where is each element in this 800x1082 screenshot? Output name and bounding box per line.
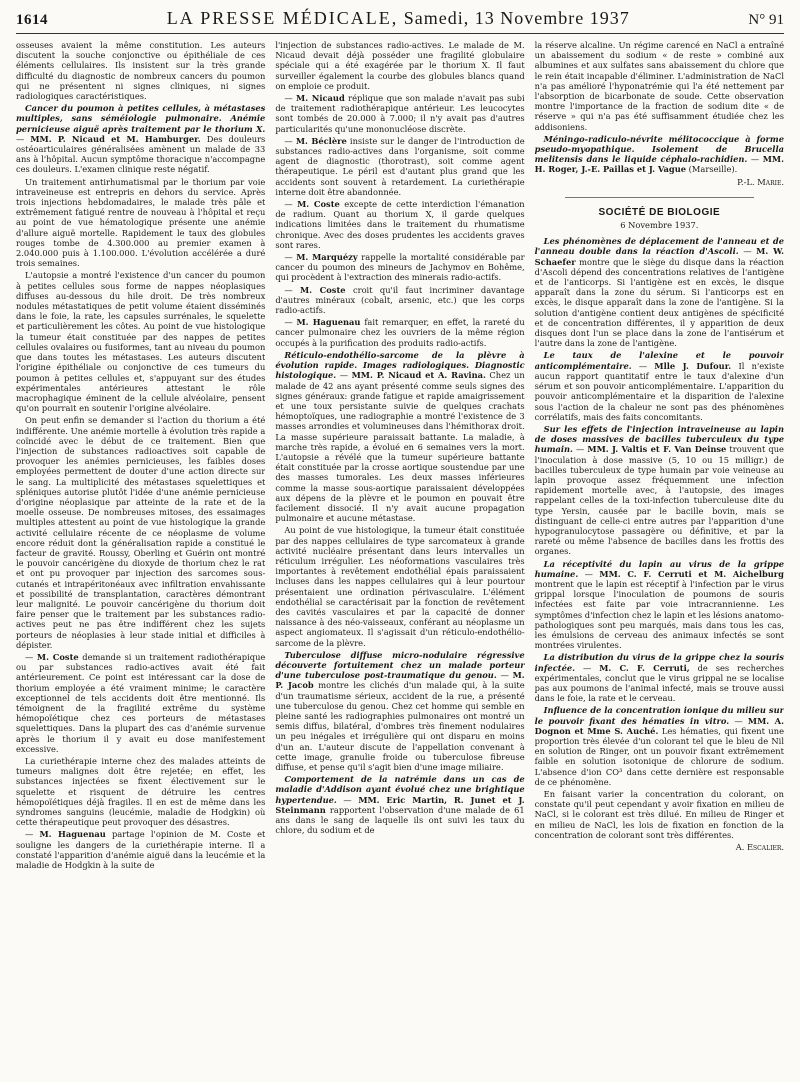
article-authors: M. Coste [299,284,346,295]
article-authors: M. C. F. Cerruti, [599,662,690,673]
article-paragraph [275,93,524,134]
article-authors: Mlle J. Dufour. [654,360,732,371]
article-body: demande si un traitement radiothérapique ou par substances radio-actives avait été fait antérieurement. Ce point est intéressant car la dose de thorium employée a été vraiment minime; le caractère exceptionnel de tels accidents doit être mentionné. Ils témoignent de la fragilité extrême du système hémopoïétique chez ces porteurs de métastases squelettiques. Dans la plupart des cas d'anémie survenue après le thorium il y avait eu dose manifestement excessive. [16,651,266,754]
issue-number: N° 91 [748,12,784,28]
article-body: excepte de cette interdiction l'émanation de radium. Quant au thorium X, il garde quelques indications limitées dans le traitement du rhumatisme chronique. Avec des doses prudentes les accidents graves sont rares. [275,199,525,250]
article-body: (Marseille). [686,164,738,175]
article-body: rapportent l'observation d'une malade de 61 ans dans le sang de laquelle ils ont suivi les taux du chlore, du sodium et de [275,804,525,836]
body-paragraph: la réserve alcaline. Un régime carencé en NaCl a entraîné un abaissement du sodium « de reste » combiné aux albumines et aux sulfates sans abaissement du chlore que le rein était incapable d'éliminer. L'administration de NaCl n'a pas amélioré l'hyponatrémie qui l'a été nettement par l'absorption de bicarbonate de soude. Cette observation montre l'importance de la fraction de sodium dite « de réserve » qui n'a pas été suffisamment étudiée chez les addisoniens. [534,40,784,132]
article-paragraph [535,134,784,175]
body-paragraph: L'autopsie a montré l'existence d'un cancer du poumon à petites cellules sous forme de nappes néoplasiques diffuses au-dessous du hile droit. De très nombreux nodules métastatiques de petit volume étaient disséminés dans le foie, la rate, les capsules surrénales, le squelette et particulièrement les côtes. Au point de vue histologique la tumeur était constituée par des nappes de petites cellules ovalaires ou fusiformes, tant au niveau du poumon que dans toutes les métastases. Les auteurs discutent l'origine épithéliale ou conjonctive de ces tumeurs du poumon à petites cellules et, s'appuyant sur des études expérimentales antérieures attestant le rôle macrophagique éminent de la cellule alvéolaire, pensent qu'on pourrait en soutenir l'origine alvéolaire. [16,270,266,414]
issue-date: Samedi, 13 Novembre 1937 [403,8,630,28]
separator-dash: — [16,133,31,144]
article-paragraph [275,650,524,772]
separator-dash: — [575,662,600,673]
separator-dash: — [631,360,655,371]
column-right [535,40,784,1070]
article-paragraph [16,829,265,870]
running-head [167,8,630,29]
article-body: montre les clichés d'un malade qui, à la suite d'un traumatisme sérieux, accident de la rue, a présenté une tuberculose du genou. Chez cet homme qui semble en pleine santé les radiographies pulmonaires ont montré un semis diffus, bilatéral, d'ombres très finement nodulaires un peu inégales et irrégulière qui ont disparu en moins d'un an. L'auteur discute de l'appellation convenant à cette image, granulie froide ou tuberculose fibreuse diffuse, et pense qu'il s'agit bien d'une image miliaire. [275,680,525,773]
article-body: rappelle la mortalité considérable par cancer du poumon des mineurs de Jachymov en Bohême, qui procèdent à l'extraction des minerais radio-actifs. [275,252,525,283]
article-title: Comportement de la natrémie dans un cas de maladie d'Addison ayant évolué chez une brightique hypertendue. [275,774,525,805]
column-middle-content [275,40,524,835]
text-columns [16,40,784,1070]
article-title: Réticulo-endothélio-sarcome de la plèvre à évolution rapide. Images radiologiques. Diagnostic histologique. [275,349,525,381]
separator-dash: — [284,284,300,295]
article-paragraph [275,317,524,348]
author-signature-2: A. Escalier. [735,842,784,853]
article-paragraph [16,103,265,174]
section-date: 6 Novembre 1937. [620,220,699,231]
article-paragraph [535,236,784,348]
article-title: Sur les effets de l'injection intraveineuse au lapin de doses massives de bacilles tuberculeux du type humain. [534,423,784,455]
article-authors: MM. P. Nicaud et A. Ravina. [351,370,486,381]
body-paragraph: On peut enfin se demander si l'action du thorium a été indifférente. Une anémie mortelle à évolution très rapide a coïncidé avec le début de ce traitement. Bien que l'injection de substances radioactives soit capable de provoquer les anémies pernicieuses, les faibles doses employées permettent de douter d'une action directe sur le sang. La multiplicité des métastases squelettiques et spléniques autorise plutôt l'idée d'une anémie pernicieuse d'origine néoplasique par atteinte de la rate et de la moelle osseuse. De nombreuses mitoses, des essaimages multiples attestent au point de vue histologique la grande activité cellulaire récente de ce néoplasme de volume encore réduit dont la généralisation rapide a constitué le facteur de gravité. Roussy, Oberling et Guérin ont montré le pouvoir cancérigène du dioxyde de thorium chez le rat et ont pu provoquer par injection des sarcomes sous-cutanés et intrapéritonéaux avec infiltration envahissante et possibilité de transplantation, caractères démontrant leur malignité. Le pouvoir cancérigène du thorium doit faire penser que le traitement par les substances radio-actives peut ne pas être indifférent chez les sujets porteurs de néoplasies à leur stade initial et difficiles à dépister. [16,415,266,650]
article-authors: MM. Eric Martin, R. Junet et J. Steinmann [275,794,525,815]
publication-title: LA PRESSE MÉDICALE, [166,8,399,28]
article-body: insiste sur le danger de l'introduction de substances radio-actives dans l'organisme, soit comme agent de diagnostic (thorotrast), soit comme agent thérapeutique. Le péril est d'autant plus grand que les accidents sont souvent à retardement. La curiethérapie interne doit être abandonnée. [275,135,525,197]
article-title: Les phénomènes de déplacement de l'anneau et de l'anneau double dans la réaction d'Ascoli. [534,236,784,257]
body-paragraph: osseuses avaient la même constitution. Les auteurs discutent la souche conjonctive ou épithéliale de ces éléments cellulaires. Ils insistent sur la très grande difficulté du diagnostic de nombreux cancers du poumon qui ne présentent ni signes cliniques, ni signes radiologiques caractéristiques. [16,40,266,102]
article-paragraph [16,652,265,754]
article-authors: M. Haguenau [39,829,106,840]
article-body: Chez un malade de 42 ans ayant présenté comme seuls signes des signes généraux: grande fatigue et rapide amaigrissement et une toux persistante suivie de quelques crachats hémoptoïques, une radiographie a montré l'existence de 3 masses arrondies et volumineuses dans l'hémithorax droit. La masse supérieure paraissait battante. La maladie, à marche très rapide, a évolué en 6 semaines vers la mort. L'autopsie a révélé que la tumeur supérieure battante était constituée par la crosse aortique soustendue par une des masses tumorales. Les deux masses inférieures comme la masse sous-aortique paraissaient développées aux dépens de la plèvre et le poumon en pouvait être facilement dissocié. Il n'y avait aucune propagation pulmonaire et aucune métastase. [275,370,525,524]
article-authors: MM. A. Dognon et Mme S. Auché. [534,715,784,736]
article-authors: M. Coste [297,199,340,210]
article-body: partage l'opinion de M. Coste et souligne les dangers de la curiethérapie interne. Il a constaté l'apparition d'anémie aiguë dans la leucémie et la maladie de Hodgkin à la suite de [16,829,266,871]
separator-dash: — [284,135,296,146]
separator-dash: — [25,829,40,840]
article-authors: M. Marquézy [296,252,358,263]
article-paragraph [535,652,784,703]
section-heading: SOCIÉTÉ DE BIOLOGIE [598,206,721,218]
page-number: 1614 [16,12,48,28]
article-paragraph [275,350,524,523]
article-title: Cancer du poumon à petites cellules, à métastases multiples, sans séméiologie pulmonaire. Anémie pernicieuse aiguë après traitement par le thorium X. [16,103,266,134]
separator-dash: — [578,568,600,579]
separator-dash: — [284,93,297,104]
separator-dash: — [336,370,352,381]
separator-dash: — [747,154,763,165]
article-title: Tuberculose diffuse micro-nodulaire régressive découverte fortuitement chez un malade porteur d'une tuberculose post-traumatique du genou. [275,649,525,681]
article-body: montrent que le lapin est réceptif à l'infection par le virus grippal lorsque l'inoculation de poumons de souris infectées est faite par voie intracrannienne. Les symptômes d'infection chez le lapin et les lésions anatomo-pathologiques sont peu marqués, mais dans tous les cas, les émulsions de cerveau des animaux infectés se sont montrées virulentes. [534,578,784,651]
column-left [16,40,265,1070]
article-authors: MM. J. Valtis et F. Van Deinse [587,444,727,455]
article-paragraph [535,559,784,651]
article-authors: MM. P. Nicaud et M. Hamburger. [30,133,201,144]
body-paragraph: l'injection de substances radio-actives. Le malade de M. Nicaud devait déjà posséder une fragilité globulaire spéciale qui a été exagérée par le thorium X. Il faut surveiller également la courbe des globules blancs quand on emploie ce produit. [275,40,525,91]
separator-dash: — [25,651,37,662]
separator-dash: — [336,794,359,805]
separator-dash: — [572,444,588,455]
article-title: La distribution du virus de la grippe chez la souris infectée. [534,652,784,673]
article-authors: M. Nicaud [296,93,345,104]
article-authors: M. Coste [36,651,79,662]
article-paragraph [275,252,524,283]
separator-dash: — [284,199,298,210]
article-authors: MM. H. Roger, J.-E. Paillas et J. Vague [534,154,784,175]
article-body: fait remarquer, en effet, la rareté du cancer pulmonaire chez les ouvriers de la même région occupés à la purification des produits radio-actifs. [275,317,525,348]
article-authors: M. P. Jacob [275,670,525,691]
article-paragraph [535,350,784,421]
article-paragraph [275,285,524,316]
article-body: trouvent que l'inoculation à dose massive (5, 10 ou 15 milligr.) de bacilles tuberculeux de type humain par voie veineuse au lapin provoque assez fréquemment une infection rapidement mortelle avec, à l'autopsie, des images rappelant celles de la toxi-infection tuberculeuse dite du type Yersin, causée par le bacille bovin, mais se distinguant de celle-ci entre autres par l'apparition d'une hypogranulocytose passagère ou définitive, et par la rareté ou même l'absence de bacilles dans les frottis des organes. [534,444,784,557]
separator-dash: — [284,317,297,328]
article-authors: M. Haguenau [296,317,361,328]
article-paragraph [535,705,784,787]
article-title: Influence de la concentration ionique du milieu sur le pouvoir fixant des hématies in vitro. [534,705,784,726]
separator-dash: — [284,252,297,263]
author-signature: P.-L. Marie. [737,176,784,187]
body-paragraph: Au point de vue histologique, la tumeur était constituée par des nappes cellulaires de type sarcomateux à grande activité nucléaire présentant dans leurs intervalles un réticulum irrégulier. Les néoformations vasculaires très importantes à revêtement endothélial épais paraissaient incluses dans les nappes cellulaires qui à leur pourtour présentaient une ordination périvasculaire. L'élément endothélial se caractérisait par la fonction de revêtement des cavités vasculaires et par la capacité de donner naissance à des néo-vaisseaux, conférant au néoplasme un aspect angiomateux. Il s'agissait d'un réticulo-endothélio-sarcome de la plèvre. [275,525,525,648]
section-divider [565,197,754,198]
body-paragraph: Un traitement antirhumatismal par le thorium par voie intraveineuse est entrepris en dehors du service. Après trois injections hebdomadaires, le malade très pâle et extrêmement fatigué rentre de nouveau à l'hôpital et reçu au point de vue hématologique présente une anémie d'allure aiguë mortelle. Rapidement le taux des globules rouges tombe de 4.300.000 au premier examen à 2.040.000 puis à 1.100.000. L'évolution accélérée a duré trois semaines. [16,176,266,269]
body-paragraph: En faisant varier la concentration du colorant, on constate qu'il peut cependant y avoir fixation en milieu de NaCl, si le colorant est très dilué. En milieu de Ringer et en milieu de NaCl, les lois de fixation en fonction de la concentration de colorant sont très différentes. [534,789,784,840]
article-paragraph [275,774,524,835]
article-body: Des douleurs ostéoarticulaires généralisées amènent un malade de 33 ans à l'hôpital. Aucun symptôme thoracique n'accompagne ces douleurs. L'examen clinique reste négatif. [16,133,266,175]
article-paragraph [275,199,524,250]
article-title: Méningo-radiculo-névrite mélitococcique à forme pseudo-myopathique. Isolement de Brucella melitensis dans le liquide céphalo-rachidien. [534,133,784,165]
article-paragraph [275,136,524,197]
column-right-bottom [535,236,784,840]
article-authors: M. W. Schaefer [534,246,784,267]
article-authors: M. Béclère [295,135,347,146]
column-middle [275,40,524,1070]
article-body: croit qu'il faut incriminer davantage d'autres minéraux (cobalt, arsenic, etc.) que les corps radio-actifs. [275,284,525,316]
article-body: Les hématies, qui fixent une proportion très élevée d'un colorant tel que le bleu de Nil en solution de Ringer, ont un pouvoir fixant extrêmement faible en solution isotonique de chlorure de sodium. L'absence d'ion CO³ dans cette dernière est responsable de ce phénomène. [534,725,784,787]
separator-dash: — [496,670,513,681]
article-paragraph [535,424,784,557]
page-header [16,0,784,34]
article-title: La réceptivité du lapin au virus de la grippe humaine. [534,558,784,579]
article-body: Il n'existe aucun rapport quantitatif entre le taux d'alexine d'un sérum et son pouvoir anticomplémentaire. L'apparition du pouvoir anticomplémentaire et la disparition de l'alexine sous l'action de la chaleur ne sont pas des phénomènes corrélatifs, mais des faits concomitants. [534,360,784,422]
separator-dash: — [729,715,748,726]
article-body: de ses recherches expérimentales, conclut que le virus grippal ne se localise pas aux poumons de l'animal infecté, mais se trouve aussi dans le foie, la rate et le cerveau. [534,662,784,704]
article-body: réplique que son malade n'avait pas subi de traitement radiothérapique antérieur. Les leucocytes sont tombés de 20.000 à 7.000; il n'y avait pas d'autres particularités qu'une mononucléose discrète. [275,93,525,134]
article-authors: MM. C. F. Cerruti et M. Aichelburg [599,568,784,579]
separator-dash: — [738,246,757,257]
article-body: montre que le siège du disque dans la réaction d'Ascoli dépend des concentrations relatives de l'antigène et de l'anticorps. Si l'antigène est en excès, le disque apparaît dans la zone du sérum. Si l'anticorps est en excès, le disque apparaît dans la zone de l'antigène. Si la solution d'antigène contient deux antigènes de spécificité et de concentration différentes, il y apparition de deux disques dont l'un se place dans la zone de l'antisérum et l'autre dans la zone de l'antigène. [534,256,784,349]
body-paragraph: La curiethérapie interne chez des malades atteints de tumeurs malignes doit être rejetée; en effet, les substances injectées se fixent électivement sur le squelette et risquent de détruire les centres hémopoïétiques déjà fragiles. Il en est de même dans les syndromes sanguins (leucémie, maladie de Hodgkin) où cette thérapeutique peut provoquer des désastres. [16,756,266,828]
column-right-top [535,40,784,175]
article-title: Le taux de l'alexine et le pouvoir anticomplémentaire. [534,350,784,371]
